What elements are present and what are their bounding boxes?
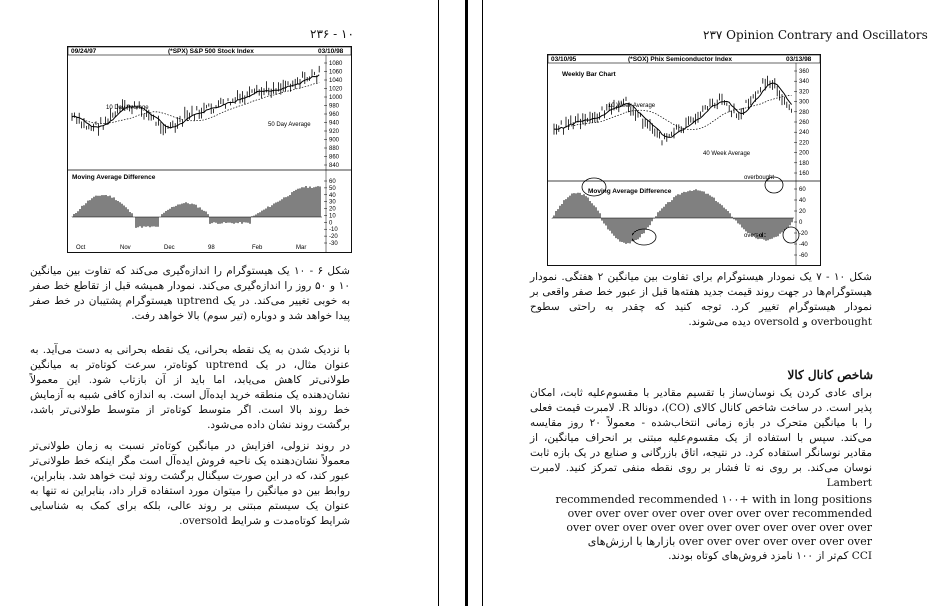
right-lower-tick-label: 40: [799, 198, 806, 204]
right-upper-tick-label: 320: [799, 89, 810, 96]
right-upper-tick-label: 360: [799, 69, 810, 75]
left-ma50-label: 50 Day Average: [268, 122, 311, 128]
right-ltr-line-3: over over over over over over over over over over over: [566, 521, 872, 534]
left-x-tick-label: Oct: [76, 245, 86, 251]
right-lower-tick-label: -60: [799, 253, 808, 259]
right-page-edge: [482, 0, 483, 606]
right-chart-date-start: 03/10/95: [551, 56, 577, 63]
left-upper-tick-label: 1060: [329, 69, 343, 76]
left-panel-label: Moving Average Difference: [72, 174, 156, 181]
right-upper-tick-label: 220: [799, 140, 810, 147]
left-page-edge: [438, 0, 439, 606]
right-upper-tick-label: 160: [799, 171, 810, 177]
left-body: [30, 343, 350, 535]
left-upper-tick-label: 1080: [329, 61, 343, 67]
right-lower-tick-label: 20: [799, 209, 806, 215]
left-x-tick-label: Feb: [252, 245, 263, 251]
right-section-paragraph: برای عادی کردن یک نوسان‌ساز با تقسیم مقادیر با مقسوم‌علیه ثابت، امکان پذیر است. در ساخت شاخص کانال کالای (CO)، دونالد R. لامبرت قیمت فعلی را با میانگین متحرک در بازه زمانی انتخاب‌شده - معمولاً ۲۰ روز مقایسه می‌کند. سپس با استفاده از یک مقسوم‌علیه مبتنی بر انحراف میانگین، از مقادیر نوسانگر استفاده کرد. در نتیجه، اتاق بازرگانی و صنایع در یک بازه ثابت نوسان می‌کند. بر روی نه تا فشار بر روی نقطه منفی تمرکز کنید. لامبرت Lambert: [530, 387, 872, 489]
right-upper-tick-label: 200: [799, 150, 810, 157]
right-upper-tick-label: 280: [799, 109, 810, 116]
left-upper-tick-label: 980: [329, 103, 340, 110]
left-upper-tick-label: 1040: [329, 78, 343, 84]
right-chart-date-end: 03/13/98: [786, 56, 812, 63]
right-chart-label: Weekly Bar Chart: [562, 71, 616, 78]
left-x-tick-label: Dec: [164, 245, 175, 251]
right-lower-tick-label: -20: [799, 231, 808, 237]
right-upper-tick-label: 240: [799, 130, 810, 137]
left-upper-tick-label: 860: [329, 154, 340, 161]
right-oversold-circle-2: [783, 227, 799, 243]
right-lower-tick-label: 0: [799, 220, 803, 226]
left-ma10-label: 10 Day Average: [106, 105, 149, 111]
left-x-tick-label: Nov: [120, 245, 131, 251]
left-lower-tick-label: 10: [329, 213, 336, 220]
left-page-number: ۱۰ - ۲۳۶: [310, 27, 354, 41]
right-price-short-ma-line: [554, 83, 792, 137]
left-chart-svg: [68, 47, 351, 252]
right-upper-tick-label: 300: [799, 99, 810, 106]
left-page: [0, 0, 430, 606]
left-lower-tick-label: 50: [329, 185, 336, 192]
left-upper-tick-label: 880: [329, 146, 340, 152]
right-page-header: ۲۳۷ Opinion Contrary and Oscillators: [703, 28, 928, 42]
left-lower-tick-label: 60: [329, 179, 336, 185]
left-lower-tick-label: -10: [329, 227, 338, 234]
right-lower-tick-label: 60: [799, 187, 806, 193]
left-lower-tick-label: 40: [329, 192, 336, 199]
left-upper-tick-label: 900: [329, 137, 340, 144]
left-chart-date-end: 03/10/98: [318, 48, 344, 55]
right-upper-tick-label: 180: [799, 160, 810, 167]
right-panel-label: Moving Average Difference: [588, 188, 672, 195]
right-page: [488, 0, 937, 606]
right-lower-tick-label: -40: [799, 242, 808, 248]
right-ma40-label: 40 Week Average: [703, 151, 751, 157]
right-upper-tick-label: 340: [799, 79, 810, 86]
left-upper-tick-label: 840: [329, 163, 340, 169]
left-lower-tick-label: -30: [329, 241, 338, 247]
right-ltr-line-1: recommended recommended ۱۰۰+ with in long positions: [555, 493, 872, 506]
left-paragraph-2: در روند نزولی، افزایش در میانگین کوتاه‌تر نسبت به زمان طولانی‌تر معمولاً نشان‌دهنده یک ناحیه فروش ایده‌آل است مگر اینکه خط طولانی‌تر عبور کند، که در این صورت سیگنال برگشت روند ثبت خواهد شد. بنابراین، روابط بین دو میانگین را میتوان مورد استفاده قرار داد، بنابراین نه تنها به عنوان یک سیستم مبتنی بر روند عالی، بلکه برای کمک به شناسایی شرایط کوتاه‌مدت و شرایط oversold.: [30, 440, 350, 527]
right-ltr-line-2: over over over over over over over over recommended: [567, 507, 872, 520]
right-upper-tick-label: 260: [799, 120, 810, 126]
left-upper-tick-label: 920: [329, 129, 340, 135]
right-last-line: CCI کم‌تر از ۱۰۰ نامزد فروش‌های کوتاه بودند.: [668, 550, 872, 562]
left-lower-tick-label: -20: [329, 234, 338, 241]
left-figure-caption: شکل ۶ - ۱۰ یک هیستوگرام را اندازه‌گیری می‌کند که تفاوت بین میانگین ۱۰ و ۵۰ روز را اندازه‌گیری می‌کند. نمودار همیشه قبل از تقاطع خط صفر به خوبی تغییر می‌کند. در یک uptrend هیستوگرام پشتیبان در خط صفر پیدا خواهد شد و دوباره (تیر سوم) بالا خواهد رفت.: [30, 265, 350, 322]
left-x-tick-label: Mar: [296, 245, 307, 251]
left-paragraph-1: با نزدیک شدن به یک نقطه بحرانی، یک نقطه بحرانی به دست می‌آید. به عنوان مثال، در یک uptrend کوتاه‌تر، سرعت کوتاه‌تر به میانگین طولانی‌تر کاهش می‌یابد، اما باید از آن بازتاب شود. این معمولاً نشان‌دهنده یک منطقه خرید ایده‌آل است. به اندازه کافی شبیه به آزمایش خط روند بالا است. اگر متوسط کوتاه‌تر از متوسط طولانی‌تر باشد، برگشت روند نشان داده می‌شود.: [30, 344, 350, 431]
right-chart-svg: [548, 55, 820, 265]
right-chart-title: (*SOX) Phix Semiconductor Index: [628, 56, 733, 63]
left-figure-sp500: [67, 46, 352, 253]
right-ltr-line-4: over over over over over over over بازارها با ارزش‌های: [587, 535, 872, 548]
right-ltr-lines: [530, 493, 872, 549]
left-chart-date-start: 09/24/97: [71, 48, 97, 55]
right-ma10-label: 10 Week Average: [608, 103, 656, 109]
binding-gutter: [465, 0, 468, 606]
left-chart-title: (*SPX) S&P 500 Stock Index: [168, 48, 254, 55]
left-lower-tick-label: 20: [329, 206, 336, 213]
left-lower-tick-label: 0: [329, 220, 333, 227]
right-figure-sox: [547, 54, 821, 266]
left-price-short-ma-line: [72, 75, 319, 128]
right-section-heading: شاخص کانال کالا: [787, 368, 873, 382]
left-x-tick-label: 98: [208, 245, 215, 251]
left-upper-tick-label: 960: [329, 112, 340, 118]
left-lower-tick-label: 30: [329, 199, 336, 206]
right-oversold-label: oversold: [744, 233, 767, 239]
left-upper-tick-label: 1020: [329, 86, 343, 93]
right-overbought-label: overbought: [744, 175, 775, 181]
left-upper-tick-label: 1000: [329, 95, 343, 101]
right-figure-caption: شکل ۱۰ - ۷ یک نمودار هیستوگرام برای تفاوت بین میانگین ۲ هفتگی. نمودار هیستوگرام‌ها در جهت روند قیمت جدید هفته‌ها قبل از عبور خط صفر واقعی بر نمودار هیستوگرام تغییر کرد. توجه کنید که چقدر به راحتی سطوح overbought و oversold دیده می‌شوند.: [530, 271, 872, 328]
left-upper-tick-label: 940: [329, 120, 340, 127]
